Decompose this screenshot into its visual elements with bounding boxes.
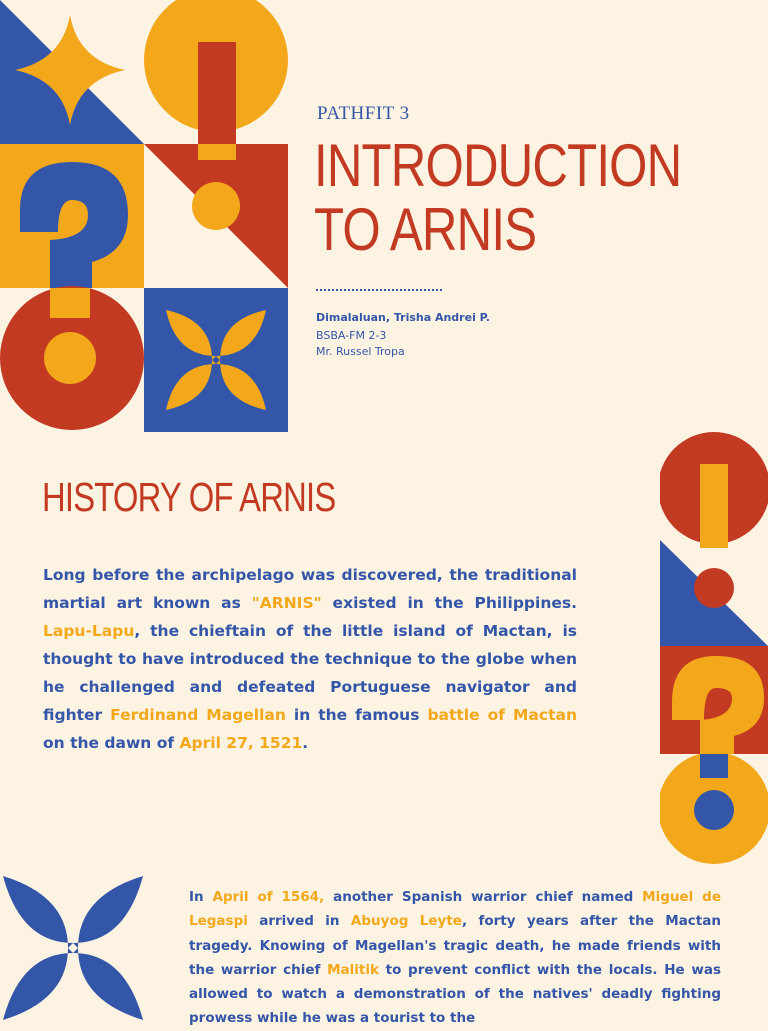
exclamation-bottom-tile bbox=[144, 144, 288, 288]
highlight-malitik: Malitik bbox=[327, 961, 379, 978]
highlight-date: April 27, 1521 bbox=[179, 734, 303, 752]
page-title bbox=[314, 134, 683, 262]
highlight-lapu-lapu: Lapu-Lapu bbox=[43, 622, 135, 640]
highlight-date: April of 1564, bbox=[212, 889, 325, 905]
question-mark-tile bbox=[0, 144, 144, 288]
dotted-divider bbox=[316, 289, 442, 291]
flower-decoration bbox=[0, 860, 146, 1024]
decorative-tile-grid bbox=[0, 0, 290, 432]
decorative-tile-column bbox=[660, 430, 768, 864]
exclamation-tile bbox=[144, 0, 288, 160]
section-label: BSBA-FM 2-3 bbox=[316, 329, 387, 342]
question-mark-bottom-tile bbox=[0, 286, 144, 430]
course-label: PATHFIT 3 bbox=[317, 103, 410, 124]
exclamation-bottom-tile bbox=[660, 540, 768, 646]
highlight-battle: battle of Mactan bbox=[427, 706, 577, 724]
highlight-legaspi: Miguel de Legaspi bbox=[189, 889, 721, 930]
exclamation-tile bbox=[660, 432, 768, 548]
instructor-name: Mr. Russel Tropa bbox=[316, 345, 405, 358]
title-line-2: TO ARNIS bbox=[314, 196, 537, 263]
title-line-1: INTRODUCTION bbox=[314, 132, 682, 199]
student-name: Dimalaluan, Trisha Andrei P. bbox=[316, 311, 490, 324]
star-tile bbox=[0, 0, 144, 144]
question-mark-bottom-tile bbox=[660, 752, 768, 864]
section-heading: HISTORY OF ARNIS bbox=[42, 474, 336, 520]
question-mark-tile bbox=[660, 646, 768, 754]
highlight-arnis: "ARNIS" bbox=[251, 594, 322, 612]
history-paragraph-1: Long before the archipelago was discovered, the traditional martial art known as "ARNIS" existed in the Philippines. Lapu-Lapu, the chieftain of the little island of Mactan, is thought to have introduced the technique to the globe when he challenged and defeated Portuguese navigator and fighter Ferdinand Magellan in the famous battle of Mactan on the dawn of April 27, 1521. bbox=[43, 566, 577, 752]
flower-icon bbox=[3, 876, 143, 1020]
highlight-abuyog: Abuyog Leyte bbox=[350, 913, 462, 930]
history-paragraph-2: In April of 1564, another Spanish warrior chief named Miguel de Legaspi arrived in Abuyog Leyte, forty years after the Mactan tragedy. Knowing of Magellan's tragic death, he made friends with the warrior chief Malitik to prevent conflict with the locals. He was allowed to watch a demonstration of the natives' deadly fighting prowess while he was a tourist to the bbox=[189, 889, 721, 1027]
flower-tile bbox=[144, 288, 288, 432]
highlight-magellan: Ferdinand Magellan bbox=[110, 706, 286, 724]
